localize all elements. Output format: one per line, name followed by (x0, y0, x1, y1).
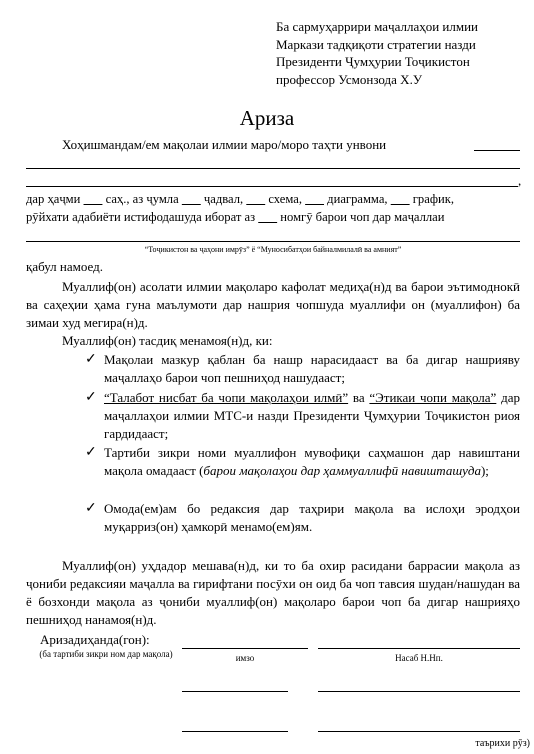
application-form-page: Ба сармуҳаррири маҷаллаҳои илмии Маркази тадқиқоти стратегии назди Президенти Ҷумҳурии Тоҷикистон профессор Усмонзода Х.У Ариза Хоҳишмандам/ем мақолаи илмии маро/моро таҳти унвони , дар ҳаҷми саҳ., аз ҷумла ҷадвал, схема, диаграмма, график, рӯйхати адабиёти истифодашуда иборат аз номгӯ барои чоп дар маҷаллаи “Тоҷикистон ва ҷаҳони имрӯз” ё “Муносибатҳои байналмилалӣ ва амният” қабул намоед. Муаллиф(он) асолати илмии мақоларо кафолат медиҳа(н)д ва барои эътимоднокӣ ва саҳеҳии ҳама гуна маълумоти дар нашрия чопшуда муаллифи он (муаллифон) ба зимаи худ мегира(н)д. Муаллиф(он) тасдиқ менамоя(н)д, ки: ✓ Мақолаи мазкур қаблан ба нашр нарасидааст ва ба дигар нашрияву маҷаллаҳо барои чоп пешниҳод нашудааст; ✓ “Талабот нисбат ба чопи мақолаҳои илмӣ” ва “Этикаи чопи мақола” дар маҷаллаҳои илмии МТС-и назди Президенти Ҷумҳурии Тоҷикистон риоя гардидааст; ✓ Тартиби зикри номи муаллифон мувофиқи саҳмашон дар навиштани мақола омадааст (барои мақолаҳои дар ҳаммуаллифӣ навишташуда); ✓ Омода(ем)ам бо редаксия дар таҳрири мақола ва ислоҳи эродҳои муқарриз(он) ҳамкорӣ менамо(ем)ям. Муаллиф(он) уҳдадор мешава(н)д, ки то ба охир расидани баррасии мақола аз ҷониби редаксияи маҷалла ва гирифтани посӯхи он оид ба чоп тавсия шудан/нашудан ва ё бозхонди мақола аз ҷониби муаллиф(он) мақоларо барои чоп ба дигар нашрияҳо пешниҳод нанамоя(н)д. Аризадиҳанда(гон): (ба тартиби зикри ном дар мақола) имзо Насаб Н.Нп. таърихи рӯз) (0, 0, 534, 754)
name-line[interactable] (318, 731, 520, 732)
checklist-text: Омода(ем)ам бо редаксия дар таҳрири мақола ва ислоҳи эродҳои муқарриз(он) ҳамкорӣ менамо(ем)ям. (104, 501, 520, 534)
addressee-line: Ба сармуҳаррири маҷаллаҳои илмии (276, 19, 479, 34)
addressee-line: профессор Усмонзода Х.У (276, 71, 423, 87)
intro-line-3 (26, 190, 520, 208)
checkmark-icon: ✓ (85, 352, 97, 367)
text: номгӯ барои чоп дар маҷаллаи (280, 210, 445, 224)
checkmark-icon: ✓ (85, 501, 97, 516)
text: дар ҳаҷми (26, 192, 81, 206)
checklist-text: Мақолаи мазкур қаблан ба нашр нарасидааст ва ба дигар нашрияву маҷаллаҳо барои чоп пешниҳод нашудааст; (104, 352, 520, 385)
paragraph-obligation: Муаллиф(он) уҳдадор мешава(н)д, ки то ба охир расидани баррасии мақола аз ҷониби редаксияи маҷалла ва гирифтани посӯхи он оид ба чоп тавсия шудан/нашудан ва ё бозхонди мақола аз ҷониби муаллиф(он) мақоларо барои чоп ба дигар нашрияҳо пешниҳод нанамоя(н)д. (26, 558, 520, 627)
document-title: Ариза (239, 106, 295, 130)
confirm-lead: Муаллиф(он) тасдиқ менамоя(н)д, ки: (62, 333, 273, 348)
intro-line-4 (26, 208, 520, 226)
checkmark-icon: ✓ (85, 390, 97, 405)
journal-hint: “Тоҷикистон ва ҷаҳони имрӯз” ё “Муносибатҳои байналмилалӣ ва амният” (144, 245, 402, 254)
paragraph-authenticity: Муаллиф(он) асолати илмии мақоларо кафолат медиҳа(н)д ва барои эътимоднокӣ ва саҳеҳии ҳама гуна маълумоти дар нашрия чопшуда муаллифи он (муаллифон) ба зимаи худ мегира(н)д. (26, 279, 520, 330)
checklist-text: “Талабот нисбат ба чопи мақолаҳои илмӣ” ва “Этикаи чопи мақола” дар маҷаллаҳои илмии МТС-и назди Президенти Ҷумҳурии Тоҷикистон риоя гардидааст; (104, 390, 520, 441)
blank-line (26, 186, 518, 187)
addressee-line: Маркази тадқиқоти стратегии назди (276, 36, 476, 52)
text: саҳ., аз ҷумла (105, 192, 179, 206)
text: ҷадвал, (203, 192, 244, 206)
text: схема, (268, 192, 302, 206)
journal-blank (26, 241, 520, 242)
name-line[interactable] (318, 691, 520, 692)
checkmark-icon: ✓ (85, 445, 97, 460)
date-label: таърихи рӯз) (475, 738, 530, 749)
signature-line[interactable] (182, 648, 308, 649)
intro-line-6: қабул намоед. (26, 259, 103, 274)
text: график, (412, 192, 454, 206)
signature-label: имзо (235, 653, 255, 663)
name-label: Насаб Н.Нп. (395, 653, 443, 663)
intro-line-1: Хоҳишмандам/ем мақолаи илмии маро/моро таҳти унвони (62, 137, 387, 152)
signature-line[interactable] (182, 731, 288, 732)
addressee-line: Президенти Ҷумҳурии Тоҷикистон (276, 54, 470, 69)
applicants-label: Аризадиҳанда(гон): (40, 632, 150, 647)
text: диаграмма, (327, 192, 388, 206)
signature-line[interactable] (182, 691, 288, 692)
blank-line (26, 168, 520, 169)
name-line[interactable] (318, 648, 520, 649)
applicants-note: (ба тартиби зикри ном дар мақола) (39, 649, 173, 659)
addressee-block (276, 18, 526, 88)
text: рӯйхати адабиёти истифодашуда иборат аз (26, 210, 256, 224)
checklist-text: Тартиби зикри номи муаллифон мувофиқи саҳмашон дар навиштани мақола омадааст (барои мақолаҳои дар ҳаммуаллифӣ навишташуда); (104, 445, 520, 478)
title-blank (474, 150, 520, 151)
